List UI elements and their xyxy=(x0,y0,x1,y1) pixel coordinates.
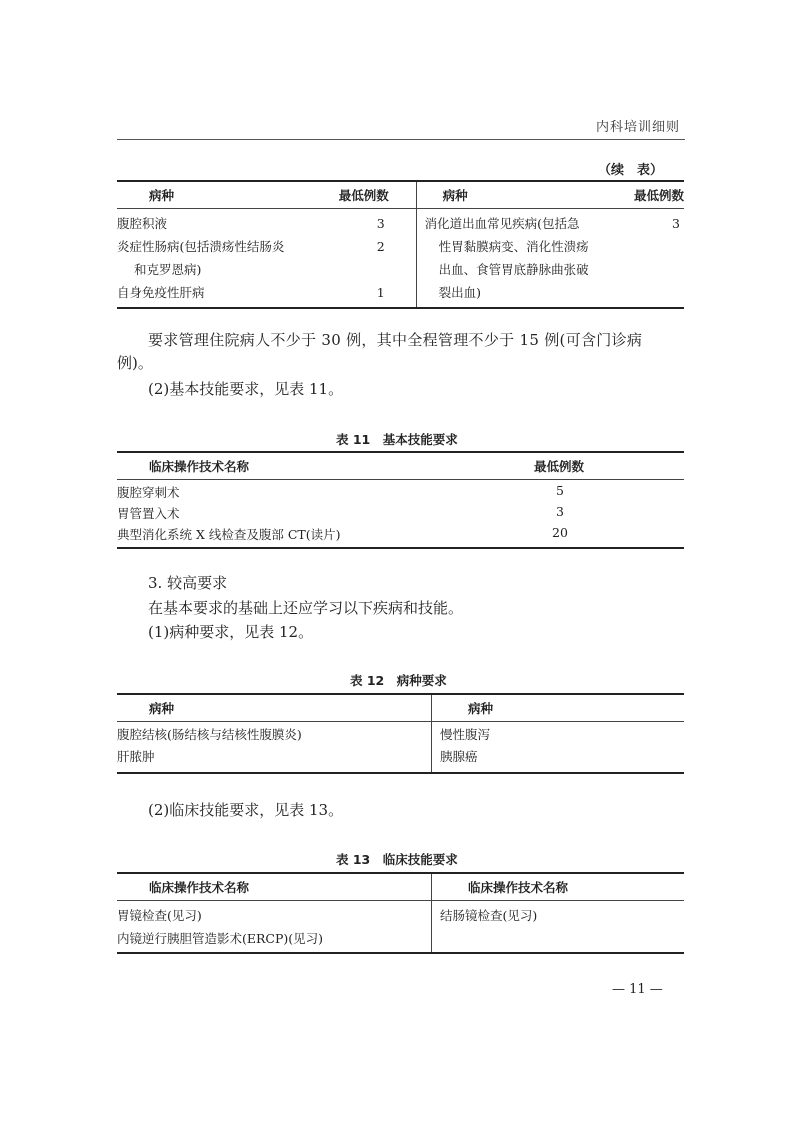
table-caption: 表 11 基本技能要求 xyxy=(336,432,458,447)
min-count: 3 xyxy=(671,216,680,231)
disease-name: 胰腺癌 xyxy=(440,749,478,764)
table-header-row xyxy=(117,181,684,209)
table-row xyxy=(117,901,684,954)
paragraph: 在基本要求的基础上还应学习以下疾病和技能。 xyxy=(148,599,464,617)
col-header: 最低例数 xyxy=(634,181,684,209)
disease-name: 消化道出血常见疾病(包括急 xyxy=(424,216,580,231)
table-row xyxy=(117,504,684,525)
table-row xyxy=(117,525,684,548)
col-header: 病种 xyxy=(432,694,685,722)
disease-name: 炎症性肠病(包括溃疡性结肠炎 xyxy=(117,239,285,254)
table-row xyxy=(117,747,684,773)
disease-cell xyxy=(416,209,634,309)
continued-table xyxy=(117,180,684,309)
min-count: 5 xyxy=(556,483,564,498)
col-header: 临床操作技术名称 xyxy=(117,873,432,901)
table-13 xyxy=(117,872,684,954)
table-caption: 表 12 病种要求 xyxy=(350,673,447,688)
table-header-row xyxy=(117,694,684,722)
min-count: 20 xyxy=(552,525,568,540)
col-header: 最低例数 xyxy=(534,452,684,480)
disease-name-cont: 出血、食管胃底静脉曲张破 xyxy=(438,262,589,277)
table-row xyxy=(117,209,684,309)
table-header-row xyxy=(117,452,684,480)
disease-name-cont: 裂出血) xyxy=(438,285,481,300)
table-row xyxy=(117,722,684,748)
col-header: 临床操作技术名称 xyxy=(432,873,685,901)
page-number: — 11 — xyxy=(612,982,663,997)
skill-name: 典型消化系统 X 线检查及腹部 CT(读片) xyxy=(117,527,341,542)
disease-name: 腹腔结核(肠结核与结核性腹膜炎) xyxy=(117,722,432,748)
paragraph: (2)基本技能要求，见表 11。 xyxy=(148,380,344,398)
disease-name: 自身免疫性肝病 xyxy=(117,285,205,300)
continued-label: （续 表） xyxy=(598,163,664,178)
skill-name: 腹腔穿刺术 xyxy=(117,485,180,500)
disease-cell xyxy=(117,209,339,309)
skill-name: 胃镜检查(见习) xyxy=(117,908,202,923)
disease-name: 腹腔积液 xyxy=(117,216,168,231)
paragraph: 要求管理住院病人不少于 30 例，其中全程管理不少于 15 例(可含门诊病 xyxy=(148,331,643,349)
count-cell xyxy=(634,209,684,309)
col-header: 病种 xyxy=(117,181,339,209)
paragraph: (1)病种要求，见表 12。 xyxy=(148,623,314,641)
table-row xyxy=(117,480,684,505)
min-count: 1 xyxy=(376,285,385,300)
skill-name: 胃管置入术 xyxy=(117,506,180,521)
min-count: 3 xyxy=(556,504,564,519)
skill-cell xyxy=(117,901,432,954)
col-header: 病种 xyxy=(117,694,432,722)
min-count: 3 xyxy=(376,216,385,231)
min-count: 2 xyxy=(376,239,385,254)
paragraph: (2)临床技能要求，见表 13。 xyxy=(148,801,344,819)
col-header: 最低例数 xyxy=(339,181,416,209)
table-caption: 表 13 临床技能要求 xyxy=(336,852,458,867)
paragraph-cont: 例)。 xyxy=(117,354,153,372)
table-12 xyxy=(117,693,684,774)
skill-name: 内镜逆行胰胆管造影术(ERCP)(见习) xyxy=(117,931,324,946)
header-rule xyxy=(117,139,685,140)
count-cell xyxy=(339,209,416,309)
skill-cell xyxy=(432,901,685,954)
disease-name-cont: 和克罗恩病) xyxy=(134,262,202,277)
section-heading: 3. 较高要求 xyxy=(148,574,228,592)
col-header: 临床操作技术名称 xyxy=(117,452,534,480)
table-header-row xyxy=(117,873,684,901)
disease-name: 肝脓肿 xyxy=(117,747,432,773)
col-header: 病种 xyxy=(416,181,634,209)
table-11 xyxy=(117,451,684,549)
skill-name: 结肠镜检查(见习) xyxy=(440,908,538,923)
running-header: 内科培训细则 xyxy=(596,120,681,135)
disease-name-cont: 性胃黏膜病变、消化性溃疡 xyxy=(438,239,589,254)
disease-name: 慢性腹泻 xyxy=(440,727,491,742)
